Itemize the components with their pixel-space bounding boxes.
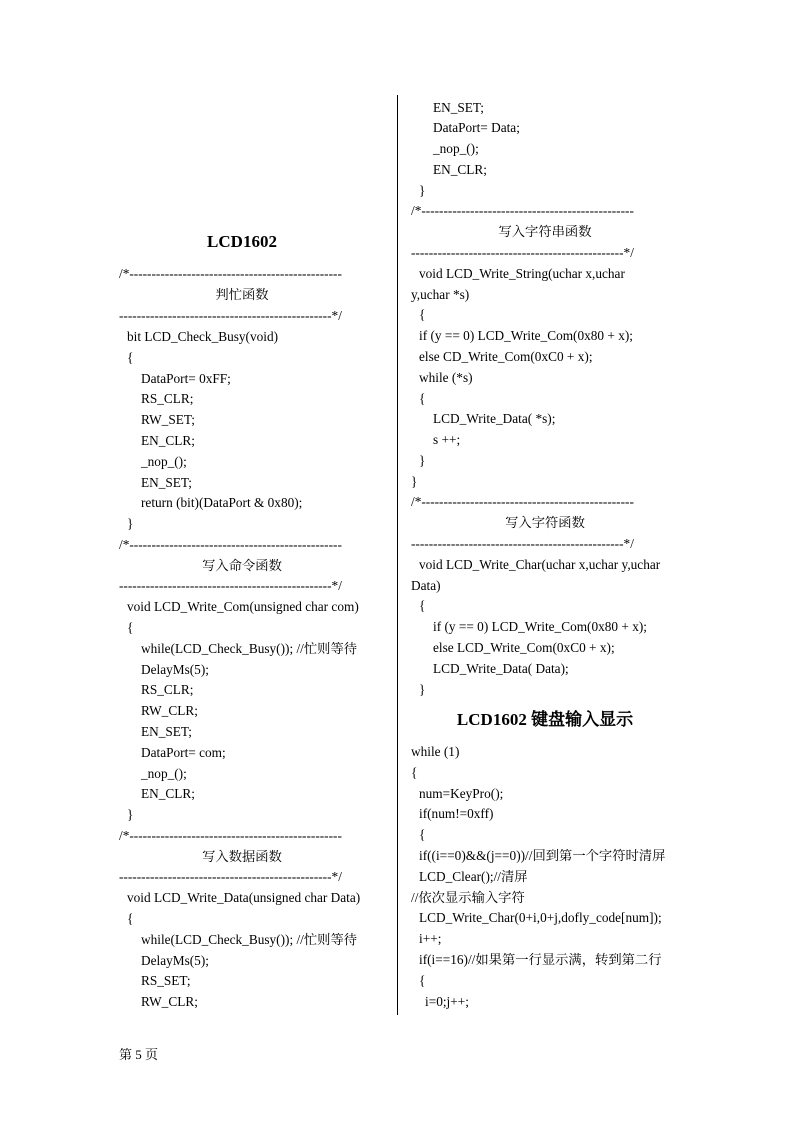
code-line: else CD_Write_Com(0xC0 + x); (419, 349, 593, 364)
code-line: //依次显示输入字符 (411, 890, 525, 905)
comment-close: ------------------------------------------------*/ (119, 578, 342, 593)
code-line: { (419, 391, 426, 406)
comment-text: 写入字符函数 (505, 515, 585, 530)
code-line: void LCD_Write_Com(unsigned char com) (127, 599, 359, 614)
code-line: bit LCD_Check_Busy(void) (127, 329, 279, 344)
code-line: EN_CLR; (141, 433, 195, 448)
comment-open: /*------------------------------------------------ (411, 203, 634, 218)
code-line: if(num!=0xff) (419, 806, 494, 821)
code-line: { (419, 307, 426, 322)
comment-close: ------------------------------------------------*/ (411, 536, 634, 551)
code-line: while (1) (411, 744, 460, 759)
section-heading: LCD1602 键盘输入显示 (456, 710, 634, 729)
code-line: } (419, 453, 426, 468)
comment-open: /*------------------------------------------------ (119, 266, 342, 281)
code-line: i++; (419, 931, 442, 946)
code-line: { (127, 350, 134, 365)
code-line: EN_CLR; (141, 786, 195, 801)
code-line: EN_SET; (141, 475, 192, 490)
comment-text: 写入命令函数 (202, 558, 282, 573)
comment-text: 写入数据函数 (202, 849, 282, 864)
code-line: while(LCD_Check_Busy()); //忙则等待 (141, 641, 358, 656)
code-line: EN_SET; (141, 724, 192, 739)
code-line: EN_SET; (433, 100, 484, 115)
column-divider (397, 95, 398, 1015)
code-line: void LCD_Write_Data(unsigned char Data) (127, 890, 361, 905)
code-line: if (y == 0) LCD_Write_Com(0x80 + x); (433, 619, 647, 634)
code-line: RW_CLR; (141, 703, 198, 718)
code-line: { (419, 973, 426, 988)
code-line: RS_SET; (141, 973, 191, 988)
code-line: DataPort= com; (141, 745, 226, 760)
code-line: y,uchar *s) (411, 287, 470, 302)
code-line: s ++; (433, 432, 461, 447)
code-line: { (411, 765, 418, 780)
code-line: EN_CLR; (433, 162, 487, 177)
code-line: DelayMs(5); (141, 953, 209, 968)
comment-close: ------------------------------------------------*/ (119, 869, 342, 884)
code-line: RS_CLR; (141, 682, 194, 697)
comment-close: ------------------------------------------------*/ (119, 308, 342, 323)
code-line: _nop_(); (433, 141, 479, 156)
code-line: } (127, 807, 134, 822)
comment-close: ------------------------------------------------*/ (411, 245, 634, 260)
section-title: LCD1602 (207, 232, 277, 251)
code-line: while (*s) (419, 370, 473, 385)
code-line: RW_CLR; (141, 994, 198, 1009)
code-line: { (127, 911, 134, 926)
code-line: while(LCD_Check_Busy()); //忙则等待 (141, 932, 358, 947)
code-line: void LCD_Write_String(uchar x,uchar (419, 266, 625, 281)
code-line: LCD_Write_Char(0+i,0+j,dofly_code[num]); (419, 910, 662, 925)
code-line: Data) (411, 578, 441, 593)
code-line: LCD_Clear();//清屏 (419, 869, 528, 884)
comment-text: 判忙函数 (215, 287, 269, 302)
code-line: { (419, 827, 426, 842)
code-line: { (419, 598, 426, 613)
code-line: return (bit)(DataPort & 0x80); (141, 495, 303, 510)
code-line: _nop_(); (141, 454, 187, 469)
comment-text: 写入字符串函数 (498, 224, 592, 239)
page-number: 第 5 页 (119, 1047, 159, 1062)
code-line: if (y == 0) LCD_Write_Com(0x80 + x); (419, 328, 633, 343)
comment-open: /*------------------------------------------------ (411, 494, 634, 509)
code-line: } (411, 474, 418, 489)
code-line: if(i==16)//如果第一行显示满，转到第二行 (419, 952, 662, 967)
code-line: DataPort= Data; (433, 120, 520, 135)
code-line: } (419, 682, 426, 697)
code-line: i=0;j++; (425, 994, 469, 1009)
code-line: void LCD_Write_Char(uchar x,uchar y,uchar (419, 557, 661, 572)
code-line: if((i==0)&&(j==0))//回到第一个字符时清屏 (419, 848, 666, 863)
code-line: RW_SET; (141, 412, 195, 427)
comment-open: /*------------------------------------------------ (119, 828, 342, 843)
code-line: else LCD_Write_Com(0xC0 + x); (433, 640, 615, 655)
code-line: { (127, 620, 134, 635)
code-line: num=KeyPro(); (419, 786, 504, 801)
code-line: } (419, 183, 426, 198)
code-line: _nop_(); (141, 766, 187, 781)
code-line: DelayMs(5); (141, 662, 209, 677)
comment-open: /*------------------------------------------------ (119, 537, 342, 552)
code-line: RS_CLR; (141, 391, 194, 406)
code-line: LCD_Write_Data( *s); (433, 411, 556, 426)
code-line: LCD_Write_Data( Data); (433, 661, 569, 676)
code-line: DataPort= 0xFF; (141, 371, 231, 386)
code-line: } (127, 516, 134, 531)
